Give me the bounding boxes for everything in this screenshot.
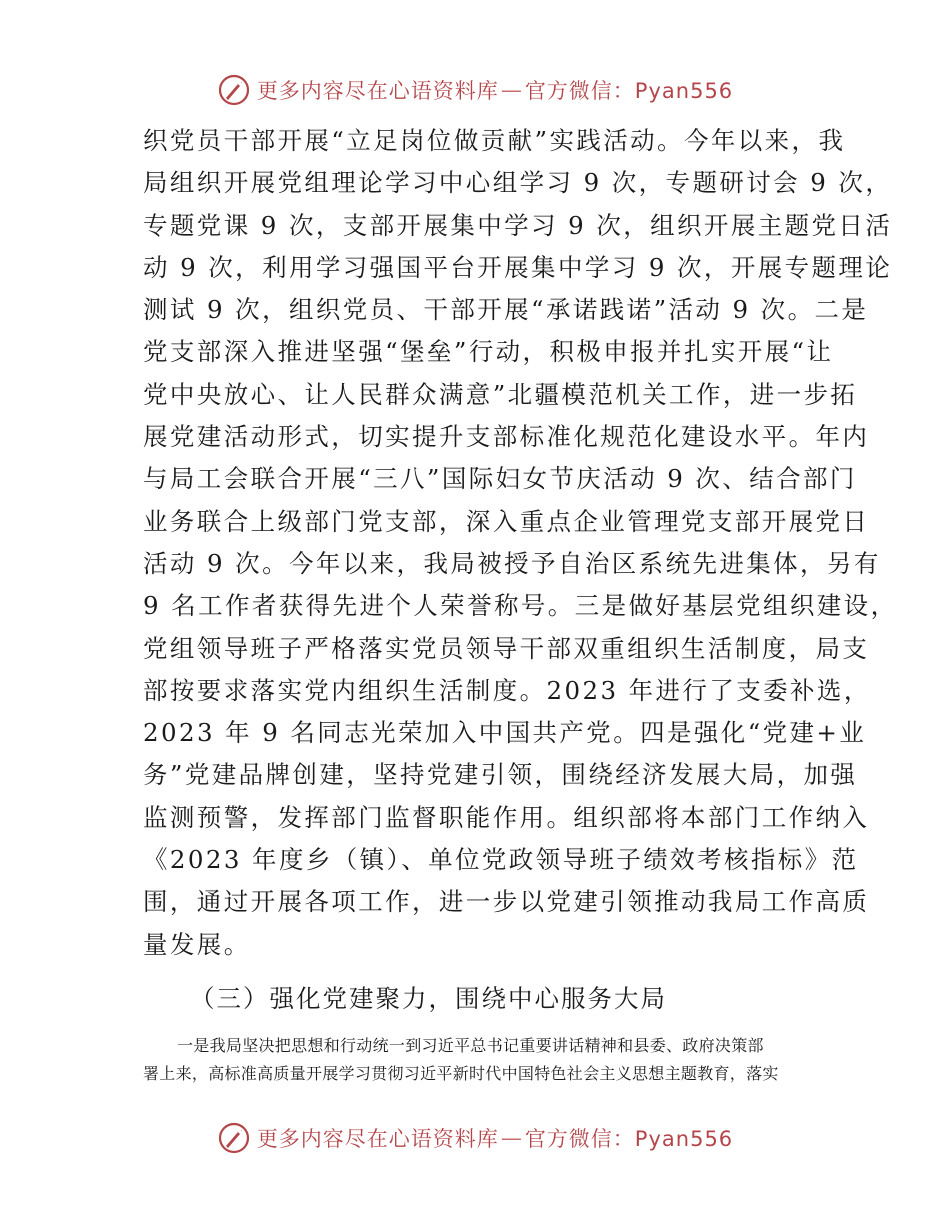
small-para-line: 署上来，高标准高质量开展学习贯彻习近平新时代中国特色社会主义思想主题教育，落实 xyxy=(143,1064,779,1083)
footer-watermark-banner xyxy=(0,1118,950,1158)
banner-official-account: 官方微信：Pyan556 xyxy=(524,79,734,103)
body-line: 活动 9 次。今年以来，我局被授予自治区系统先进集体，另有 xyxy=(143,548,881,578)
body-line: 部按要求落实党内组织生活制度。2023 年进行了支委补选， xyxy=(143,675,871,705)
banner-text: 更多内容尽在心语资料库 xyxy=(256,1127,499,1151)
body-line: 党支部深入推进坚强“堡垒”行动，积极申报并扎实开展“让 xyxy=(143,337,834,367)
banner-text: 更多内容尽在心语资料库 xyxy=(256,79,499,103)
small-paragraph xyxy=(143,1032,811,1088)
banner-official-account: 官方微信：Pyan556 xyxy=(524,1127,734,1151)
pen-nib-logo-icon xyxy=(217,73,251,107)
body-line: 业务联合上级部门党支部，深入重点企业管理党支部开展党日 xyxy=(143,506,870,536)
pen-nib-logo-icon xyxy=(217,1121,251,1155)
body-line: 党中央放心、让人民群众满意”北疆模范机关工作，进一步拓 xyxy=(143,379,858,409)
body-line: 量发展。 xyxy=(143,929,251,959)
banner-separator: — xyxy=(500,1126,523,1150)
banner-separator: — xyxy=(500,78,523,102)
small-para-line: 一是我局坚决把思想和行动统一到习近平总书记重要讲话精神和县委、政府决策部 xyxy=(177,1036,764,1055)
body-line: 织党员干部开展“立足岗位做贡献”实践活动。今年以来，我 xyxy=(143,126,846,155)
body-line: 9 名工作者获得先进个人荣誉称号。三是做好基层党组织建设， xyxy=(143,591,898,621)
body-line: 《2023 年度乡（镇）、单位党政领导班子绩效考核指标》范 xyxy=(143,845,859,875)
body-line: 专题党课 9 次，支部开展集中学习 9 次，组织开展主题党日活 xyxy=(143,210,893,240)
body-line: 动 9 次，利用学习强国平台开展集中学习 9 次，开展专题理论 xyxy=(143,252,893,282)
body-line: 围，通过开展各项工作，进一步以党建引领推动我局工作高质 xyxy=(143,887,870,917)
body-line: 务”党建品牌创建，坚持党建引领，围绕经济发展大局，加强 xyxy=(143,760,858,790)
body-line: 2023 年 9 名同志光荣加入中国共产党。四是强化“党建+业 xyxy=(143,718,867,748)
body-line: 展党建活动形式，切实提升支部标准化规范化建设水平。年内 xyxy=(143,422,870,452)
body-line: 测试 9 次，组织党员、干部开展“承诺践诺”活动 9 次。二是 xyxy=(143,295,869,325)
header-watermark-banner xyxy=(0,70,950,110)
body-paragraph xyxy=(143,120,898,966)
body-line: 与局工会联合开展“三八”国际妇女节庆活动 9 次、结合部门 xyxy=(143,464,857,494)
body-line: 监测预警，发挥部门监督职能作用。组织部将本部门工作纳入 xyxy=(143,802,870,832)
section-heading: （三）强化党建聚力，围绕中心服务大局 xyxy=(190,984,667,1013)
body-line: 党组领导班子严格落实党员领导干部双重组织生活制度，局支 xyxy=(143,633,870,663)
body-line: 局组织开展党组理论学习中心组学习 9 次，专题研讨会 9 次， xyxy=(143,168,893,198)
